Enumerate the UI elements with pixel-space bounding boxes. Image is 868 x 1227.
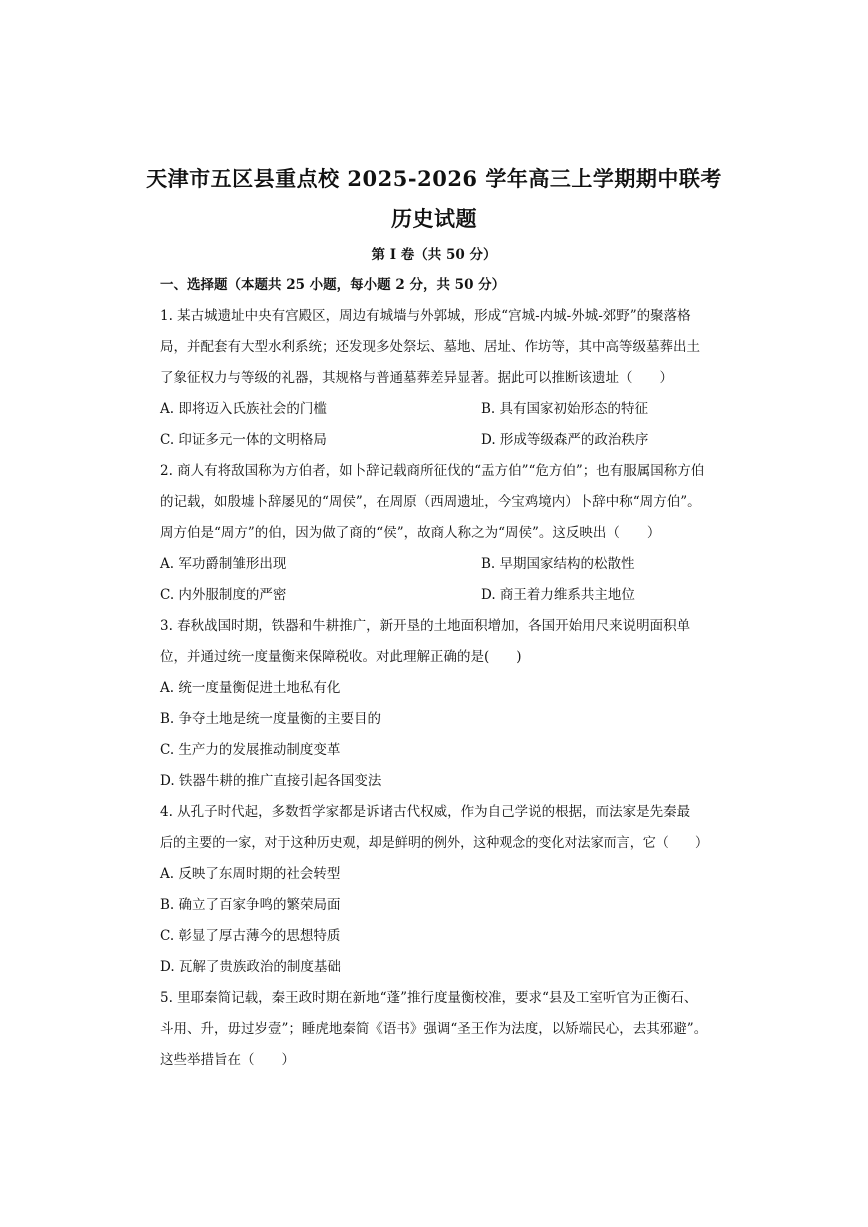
question-1-option-c: C. 印证多元一体的文明格局 — [160, 432, 327, 448]
question-5-line-2: 斗用、升，毋过岁壹”；睡虎地秦简《语书》强调“圣王作为法度，以矫端民心，去其邪避”。 — [160, 1021, 708, 1037]
question-2-option-b: B. 早期国家结构的松散性 — [481, 556, 635, 572]
question-4-line-2: 后的主要的一家，对于这种历史观，却是鲜明的例外，这种观念的变化对法家而言，它（ ） — [160, 835, 708, 851]
question-2-option-c: C. 内外服制度的严密 — [160, 587, 287, 603]
question-4-option-b: B. 确立了百家争鸣的繁荣局面 — [160, 897, 341, 913]
question-1-option-d: D. 形成等级森严的政治秩序 — [481, 432, 649, 448]
question-4-line-1: 4. 从孔子时代起，多数哲学家都是诉诸古代权威，作为自己学说的根据，而法家是先秦最 — [160, 804, 691, 820]
exam-title: 天津市五区县重点校 2025-2026 学年高三上学期期中联考 — [146, 166, 722, 191]
exam-subject-title: 历史试题 — [391, 206, 477, 231]
question-2-line-2: 的记载，如殷墟卜辞屡见的“周侯”，在周原（西周遗址，今宝鸡境内）卜辞中称“周方伯”。 — [160, 494, 701, 510]
question-1-line-1: 1. 某古城遗址中央有宫殿区，周边有城墙与外郭城，形成“宫城-内城-外城-郊野”的聚落格 — [160, 308, 691, 324]
question-4-option-a: A. 反映了东周时期的社会转型 — [160, 866, 341, 882]
question-3-line-1: 3. 春秋战国时期，铁器和牛耕推广，新开垦的土地面积增加，各国开始用尺来说明面积单 — [160, 618, 691, 634]
question-5-line-3: 这些举措旨在（ ） — [160, 1052, 295, 1068]
question-3-option-c: C. 生产力的发展推动制度变革 — [160, 742, 341, 758]
question-1-option-a: A. 即将迈入氏族社会的门槛 — [160, 401, 327, 417]
question-3-line-2: 位，并通过统一度量衡来保障税收。对此理解正确的是( ) — [160, 649, 522, 665]
question-3-option-d: D. 铁器牛耕的推广直接引起各国变法 — [160, 773, 382, 789]
question-1-line-2: 局，并配套有大型水利系统；还发现多处祭坛、墓地、居址、作坊等，其中高等级墓葬出土 — [160, 339, 700, 355]
question-4-option-d: D. 瓦解了贵族政治的制度基础 — [160, 959, 341, 975]
question-1-line-3: 了象征权力与等级的礼器，其规格与普通墓葬差异显著。据此可以推断该遗址（ ） — [160, 370, 673, 386]
question-3-option-a: A. 统一度量衡促进土地私有化 — [160, 680, 341, 696]
question-2-option-a: A. 军功爵制雏形出现 — [160, 556, 287, 572]
question-2-line-3: 周方伯是“周方”的伯，因为做了商的“侯”，故商人称之为“周侯”。这反映出（ ） — [160, 525, 661, 541]
section-heading: 一、选择题（本题共 25 小题，每小题 2 分，共 50 分） — [160, 277, 506, 293]
question-3-option-b: B. 争夺土地是统一度量衡的主要目的 — [160, 711, 382, 727]
volume-heading: 第 I 卷（共 50 分） — [371, 247, 497, 263]
question-2-option-d: D. 商王着力维系共主地位 — [481, 587, 635, 603]
question-2-line-1: 2. 商人有将敌国称为方伯者，如卜辞记载商所征伐的“盂方伯”“危方伯”；也有服属国称方伯 — [160, 463, 705, 479]
question-1-option-b: B. 具有国家初始形态的特征 — [481, 401, 649, 417]
question-5-line-1: 5. 里耶秦简记载，秦王政时期在新地“蓬”推行度量衡校准，要求“县及工室听官为正衡石、 — [160, 990, 698, 1006]
question-4-option-c: C. 彰显了厚古薄今的思想特质 — [160, 928, 341, 944]
